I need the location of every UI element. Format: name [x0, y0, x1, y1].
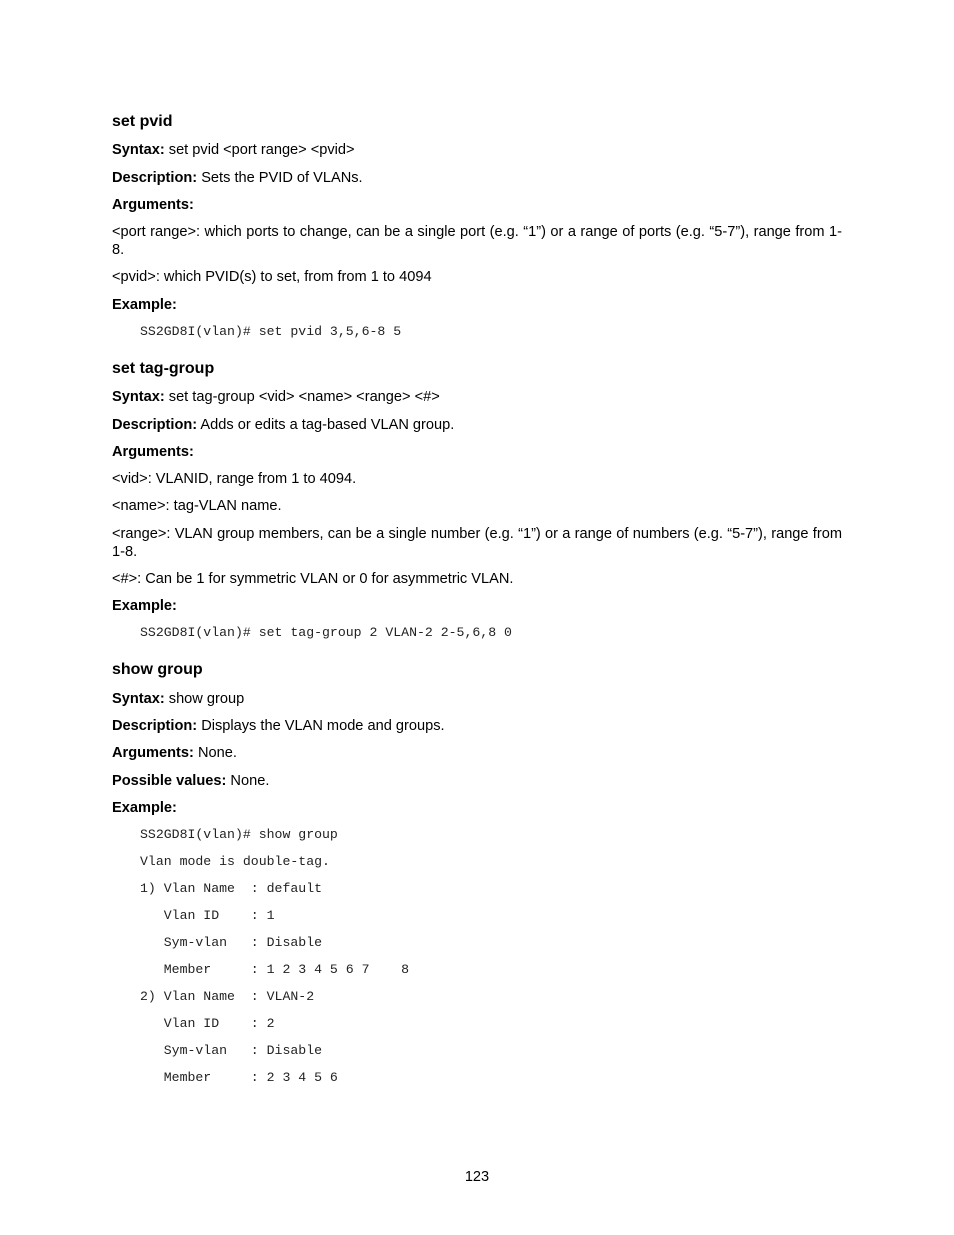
example-code-line: Sym-vlan : Disable	[140, 1043, 323, 1058]
description-text: Displays the VLAN mode and groups.	[197, 718, 445, 734]
arguments-label: Arguments:	[112, 444, 194, 460]
argument-name: <name>: tag-VLAN name.	[112, 498, 282, 514]
example-code: SS2GD8I(vlan)# set pvid 3,5,6-8 5	[140, 324, 402, 339]
example-label: Example:	[112, 800, 177, 816]
possible-values-text: None.	[226, 773, 270, 789]
argument-vid: <vid>: VLANID, range from 1 to 4094.	[112, 471, 357, 487]
syntax-line	[112, 388, 842, 406]
example-code-line: Vlan ID : 1	[140, 908, 275, 923]
argument-pvid: <pvid>: which PVID(s) to set, from from 1 to 4094	[112, 269, 432, 285]
arguments-label: Arguments:	[112, 197, 194, 213]
description-text: Adds or edits a tag-based VLAN group.	[197, 417, 455, 433]
section-heading-show-group: show group	[112, 661, 203, 678]
description-label: Description:	[112, 170, 198, 186]
example-code-line: Vlan mode is double-tag.	[140, 854, 330, 869]
syntax-text: set pvid <port range> <pvid>	[164, 142, 355, 158]
description-line	[112, 169, 842, 187]
page-number: 123	[464, 1169, 490, 1185]
syntax-label: Syntax:	[112, 389, 165, 405]
example-code-line: Sym-vlan : Disable	[140, 935, 323, 950]
argument-hash: <#>: Can be 1 for symmetric VLAN or 0 for asymmetric VLAN.	[112, 571, 514, 587]
syntax-text: show group	[164, 691, 245, 707]
argument-range: <range>: VLAN group members, can be a single number (e.g. “1”) or a range of numbers (e.g. “5-7”), range from 1-8.	[112, 526, 842, 560]
syntax-label: Syntax:	[112, 691, 165, 707]
argument-port-range: <port range>: which ports to change, can be a single port (e.g. “1”) or a range of ports (e.g. “5-7”), range from 1-8.	[112, 224, 842, 258]
description-text: Sets the PVID of VLANs.	[197, 170, 363, 186]
example-label: Example:	[112, 598, 177, 614]
arguments-label: Arguments:	[112, 745, 194, 761]
description-line	[112, 717, 842, 735]
example-code-line: SS2GD8I(vlan)# show group	[140, 827, 338, 842]
arguments-text: None.	[193, 745, 237, 761]
section-heading-set-tag-group: set tag-group	[112, 360, 215, 377]
syntax-line	[112, 690, 842, 708]
syntax-label: Syntax:	[112, 142, 165, 158]
example-code-line: Member : 1 2 3 4 5 6 7 8	[140, 962, 410, 977]
description-label: Description:	[112, 718, 198, 734]
example-code-line: Member : 2 3 4 5 6	[140, 1070, 338, 1085]
example-code-line: 2) Vlan Name : VLAN-2	[140, 989, 315, 1004]
example-code-line: Vlan ID : 2	[140, 1016, 275, 1031]
syntax-text: set tag-group <vid> <name> <range> <#>	[164, 389, 440, 405]
syntax-line	[112, 141, 842, 159]
description-label: Description:	[112, 417, 198, 433]
possible-values-line	[112, 772, 842, 790]
example-label: Example:	[112, 297, 177, 313]
example-code-line: 1) Vlan Name : default	[140, 881, 323, 896]
possible-values-label: Possible values:	[112, 773, 227, 789]
section-heading-set-pvid: set pvid	[112, 113, 173, 130]
description-line	[112, 416, 842, 434]
arguments-line	[112, 744, 842, 762]
example-code: SS2GD8I(vlan)# set tag-group 2 VLAN-2 2-5,6,8 0	[140, 625, 512, 640]
